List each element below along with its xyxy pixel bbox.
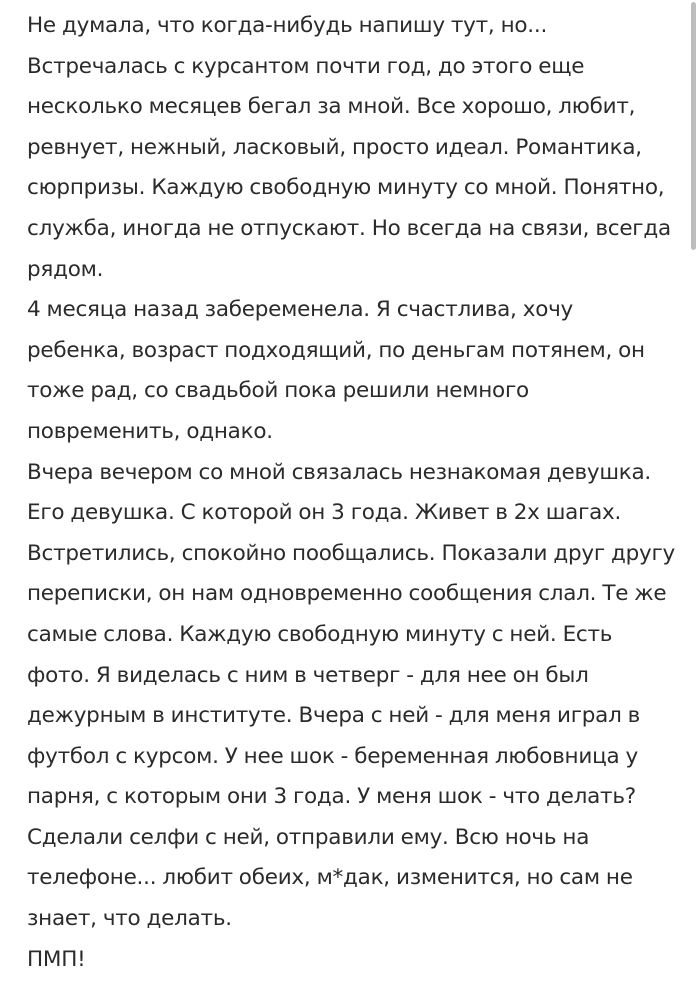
post-line: сюрпризы. Каждую свободную минуту со мной. Понятно, [27, 175, 665, 201]
post-line: Его девушка. С которой он 3 года. Живет в 2х шагах. [27, 500, 622, 526]
post-line: футбол с курсом. У нее шок - беременная любовница у [27, 743, 638, 769]
post-line: знает, что делать. [27, 906, 232, 932]
post-line: Встретились, спокойно пообщались. Показали друг другу [27, 540, 675, 566]
post-line: несколько месяцев бегал за мной. Все хорошо, любит, [27, 94, 636, 120]
post-line: тоже рад, со свадьбой пока решили немного [27, 378, 529, 404]
post-line: переписки, он нам одновременно сообщения слал. Те же [27, 581, 667, 607]
post-line: служба, иногда не отпускают. Но всегда на связи, всегда [27, 215, 671, 241]
post-line: парня, с которым они 3 года. У меня шок - что делать? [27, 784, 636, 810]
post-body [27, 6, 677, 980]
post-line: Вчера вечером со мной связалась незнакомая девушка. [27, 459, 652, 485]
scrollbar-thumb[interactable] [691, 2, 696, 250]
post-line: рядом. [27, 256, 104, 282]
post-line: повременить, однако. [27, 418, 273, 444]
post-line: Сделали селфи с ней, отправили ему. Всю ночь на [27, 824, 590, 850]
post-line: Встречалась с курсантом почти год, до этого еще [27, 53, 585, 79]
post-line: Не думала, что когда-нибудь напишу тут, но... [27, 13, 548, 38]
post-line: самые слова. Каждую свободную минуту с ней. Есть [27, 621, 613, 647]
post-line: ПМП! [27, 946, 86, 972]
post-line: дежурным в институте. Вчера с ней - для меня играл в [27, 703, 641, 729]
post-line: ребенка, возраст подходящий, по деньгам потянем, он [27, 337, 645, 363]
post-line: фото. Я виделась с ним в четверг - для нее он был [27, 662, 589, 688]
post-line: телефоне... любит обеих, м*дак, изменится, но сам не [27, 865, 633, 891]
post-line: ревнует, нежный, ласковый, просто идеал. Романтика, [27, 134, 642, 160]
post-line: 4 месяца назад забеременела. Я счастлива, хочу [27, 297, 574, 323]
